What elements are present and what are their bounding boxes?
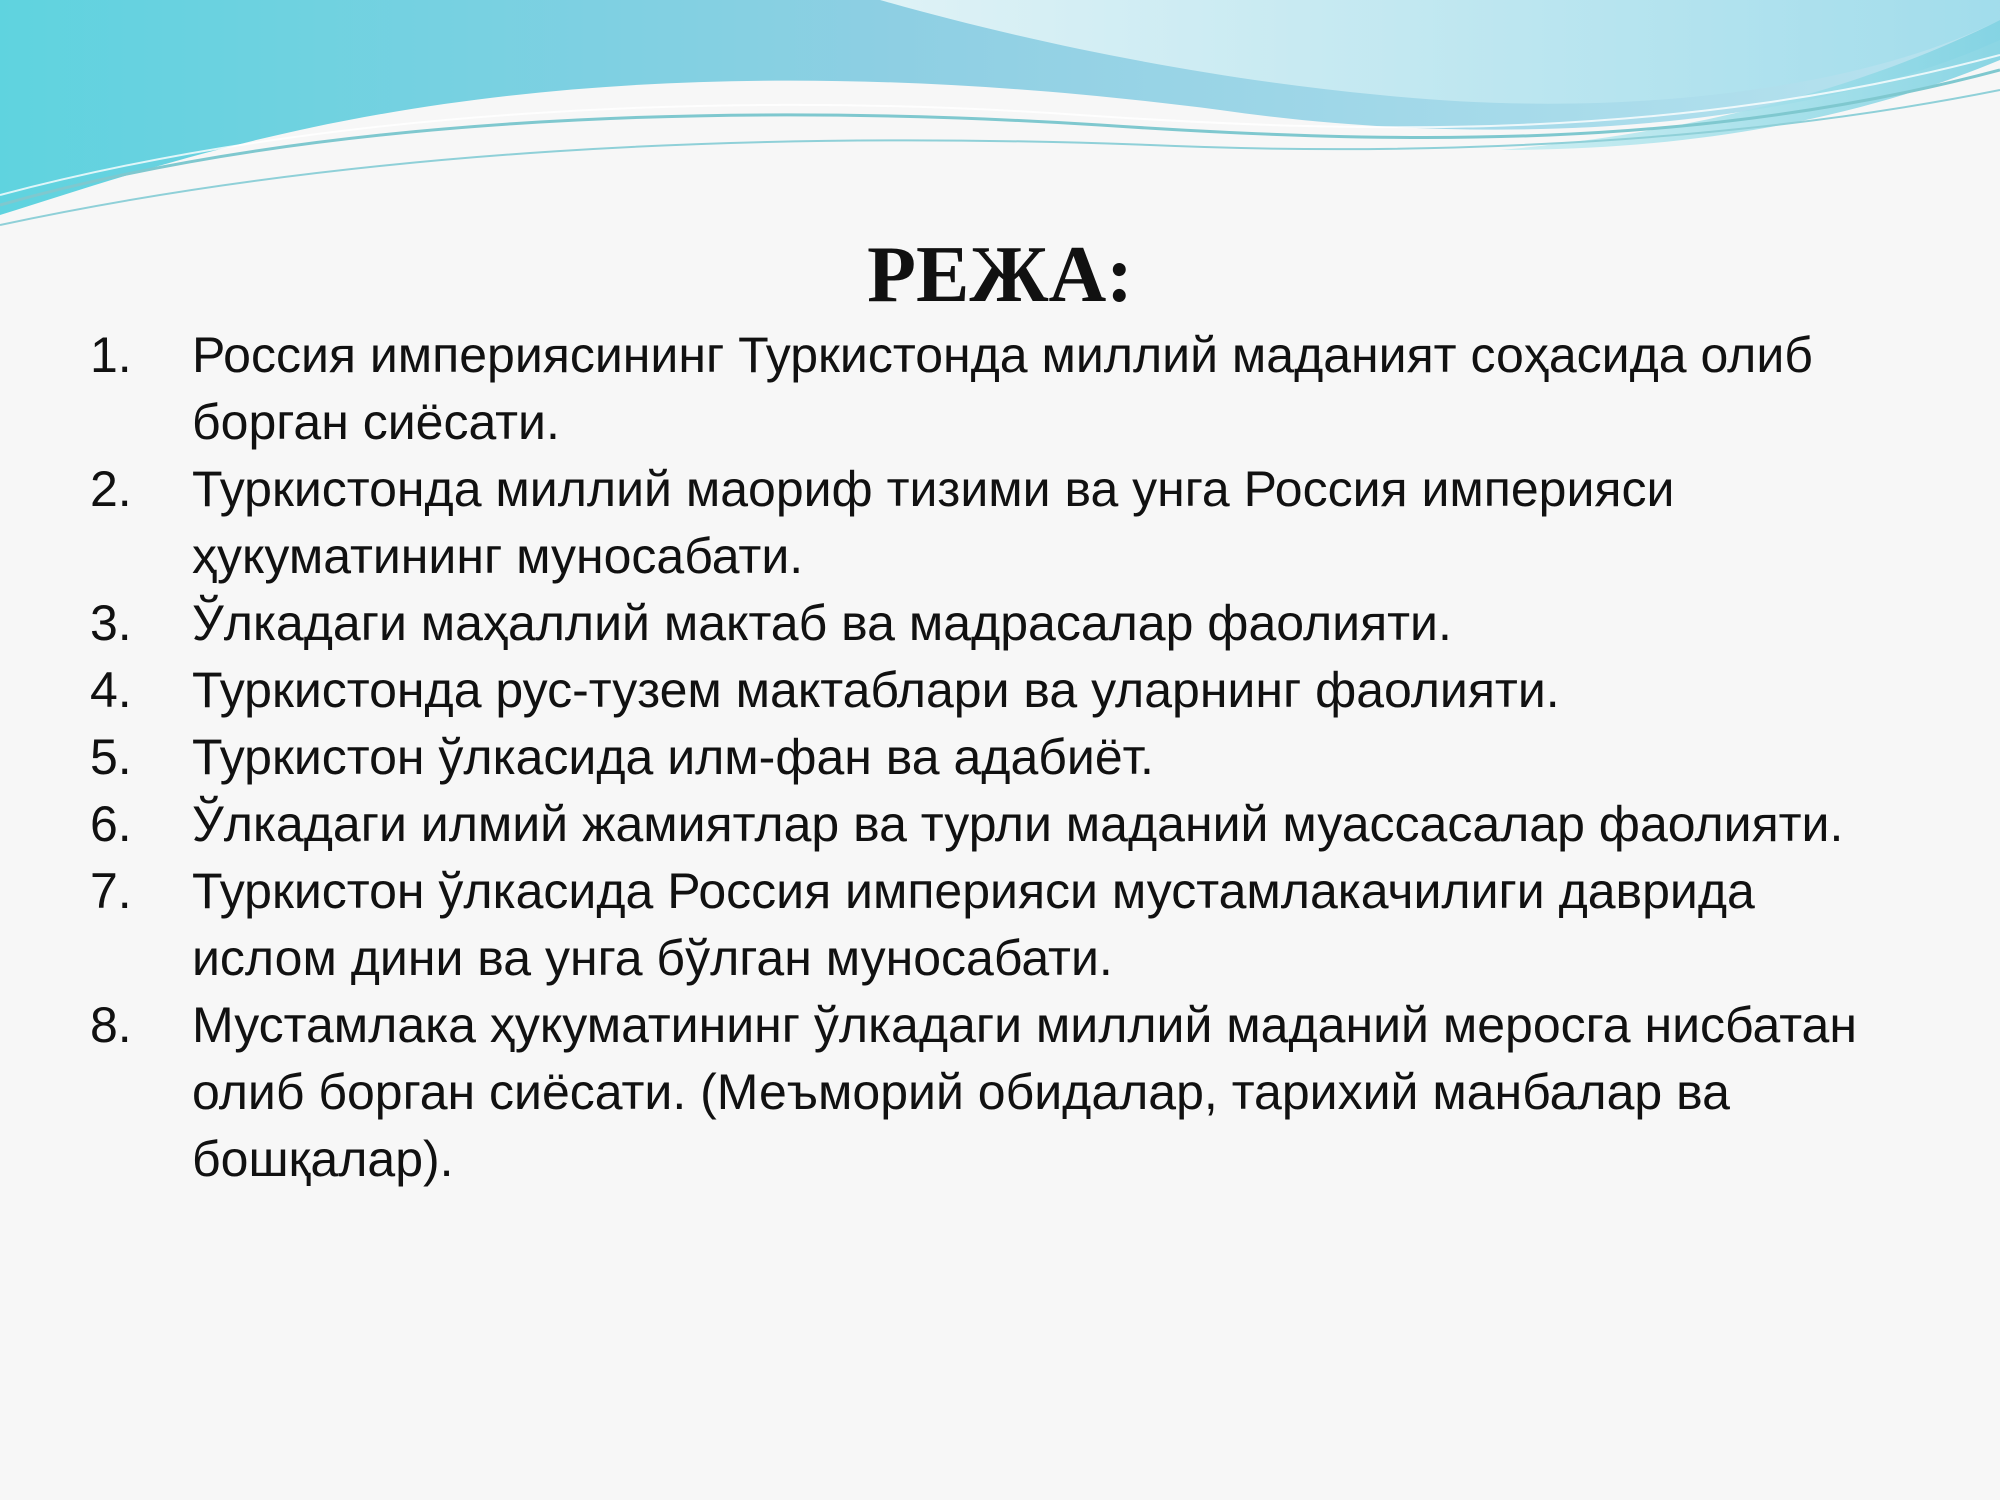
list-item-text: Ўлкадаги маҳаллий мактаб ва мадрасалар фаолияти.	[192, 595, 1452, 651]
list-item-number: 4.	[90, 662, 132, 718]
list-item-number: 7.	[90, 863, 132, 919]
list-item-number: 3.	[90, 595, 132, 651]
list-item-number: 5.	[90, 729, 132, 785]
list-item	[90, 456, 1890, 590]
list-item-text: Мустамлака ҳукуматининг ўлкадаги миллий маданий меросга нисбатан олиб борган сиёсати. (Меъморий обидалар, тарихий манбалар ва бошқалар).	[192, 997, 1857, 1187]
list-item-number: 1.	[90, 327, 132, 383]
list-item	[90, 992, 1890, 1193]
list-item	[90, 322, 1890, 456]
list-item	[90, 724, 1890, 791]
list-item-number: 6.	[90, 796, 132, 852]
list-item-number: 2.	[90, 461, 132, 517]
list-item-text: Туркистонда миллий маориф тизими ва унга Россия империяси ҳукуматининг муносабати.	[192, 461, 1675, 584]
list-item-text: Туркистон ўлкасида Россия империяси мустамлакачилиги даврида ислом дини ва унга бўлган муносабати.	[192, 863, 1755, 986]
list-item-text: Туркистонда рус-тузем мактаблари ва уларнинг фаолияти.	[192, 662, 1560, 718]
plan-list	[90, 322, 1890, 1193]
list-item-text: Ўлкадаги илмий жамиятлар ва турли маданий муассасалар фаолияти.	[192, 796, 1844, 852]
list-item	[90, 590, 1890, 657]
list-item-text: Туркистон ўлкасида илм-фан ва адабиёт.	[192, 729, 1154, 785]
list-item	[90, 657, 1890, 724]
wave-decoration	[0, 0, 2000, 240]
slide-title: РЕЖА:	[867, 231, 1133, 319]
list-item	[90, 791, 1890, 858]
list-item-text: Россия империясининг Туркистонда миллий маданият соҳасида олиб борган сиёсати.	[192, 327, 1813, 450]
list-item-number: 8.	[90, 997, 132, 1053]
list-item	[90, 858, 1890, 992]
